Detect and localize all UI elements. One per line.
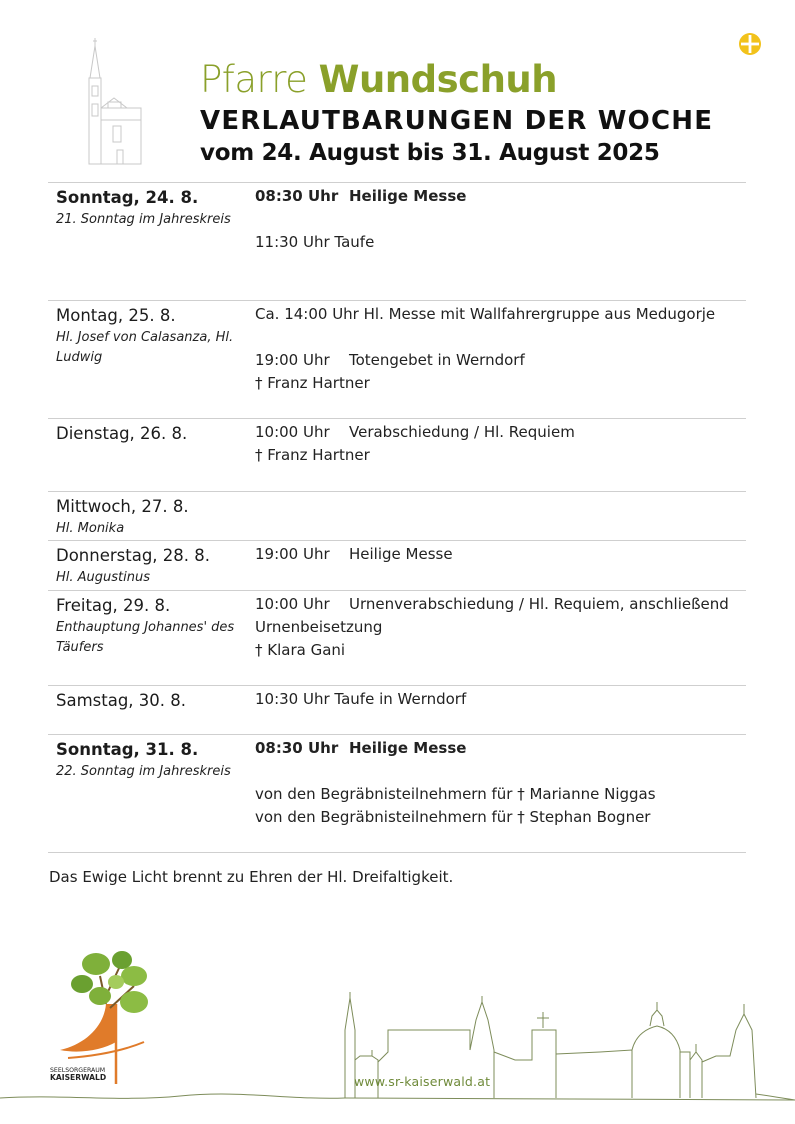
schedule-row-thursday-28 [48,540,746,590]
event-time: 08:30 Uhr [255,739,339,757]
town-skyline-icon [0,990,795,1110]
day-label: Dienstag, 26. 8. [56,424,188,443]
schedule-row-wednesday-27 [48,491,746,540]
weekly-schedule [48,182,746,853]
event-line: † Franz Hartner [255,374,370,392]
event-line: von den Begräbnisteilnehmern für † Marianne Niggas [255,785,656,803]
event-time: 08:30 Uhr [255,187,339,205]
feast-label: 21. Sonntag im Jahreskreis [56,212,231,227]
day-label: Mittwoch, 27. 8. [56,497,189,516]
day-label: Montag, 25. 8. [56,306,176,325]
schedule-row-sunday-31 [48,734,746,853]
eternal-light-note: Das Ewige Licht brennt zu Ehren der Hl. Dreifaltigkeit. [49,868,454,886]
schedule-row-tuesday-26 [48,418,746,491]
logo-text-line1: SEELSORGERAUM [50,1067,106,1074]
diocese-emblem-icon [738,32,762,56]
schedule-row-sunday-24 [48,182,746,300]
event-line: † Franz Hartner [255,446,370,464]
event-line: Urnenbeisetzung [255,618,383,636]
day-label: Sonntag, 24. 8. [56,188,199,207]
feast-label: Hl. Monika [56,521,125,536]
feast-label: 22. Sonntag im Jahreskreis [56,764,231,779]
event-line [255,593,746,616]
event-text: Totengebet in Werndorf [349,351,525,369]
event-line: † Klara Gani [255,641,346,659]
church-outline-icon [84,38,144,166]
event-line: 10:30 Uhr Taufe in Werndorf [255,690,467,708]
date-range: vom 24. August bis 31. August 2025 [200,140,660,166]
event-line: von den Begräbnisteilnehmern für † Stephan Bogner [255,808,651,826]
event-text: Urnenverabschiedung / Hl. Requiem, anschließend [349,595,729,613]
feast-label: Enthauptung Johannes' des Täufers [56,620,235,655]
event-text: Heilige Messe [349,739,467,757]
logo-text-line2: KAISERWALD [50,1073,107,1082]
event-text: Heilige Messe [349,545,453,563]
event-line [255,349,746,372]
event-time: 10:00 Uhr [255,595,330,613]
schedule-row-friday-29 [48,590,746,685]
day-label: Donnerstag, 28. 8. [56,546,211,565]
event-line [255,185,746,208]
schedule-row-saturday-30 [48,685,746,734]
event-line [255,737,746,760]
feast-label: Hl. Josef von Calasanza, Hl. Ludwig [56,330,234,365]
schedule-row-monday-25 [48,300,746,418]
parish-name-bold: Wundschuh [318,58,558,101]
day-label: Sonntag, 31. 8. [56,740,199,759]
event-line: 11:30 Uhr Taufe [255,233,375,251]
page-title: VERLAUTBARUNGEN DER WOCHE [200,106,714,136]
event-text: Verabschiedung / Hl. Requiem [349,423,575,441]
day-label: Freitag, 29. 8. [56,596,171,615]
event-time: 19:00 Uhr [255,545,330,563]
website-link[interactable]: www.sr-kaiserwald.at [354,1074,491,1089]
parish-name [200,58,713,102]
feast-label: Hl. Augustinus [56,570,151,585]
event-time: 10:00 Uhr [255,423,330,441]
parish-name-light: Pfarre [200,58,308,101]
event-line: Ca. 14:00 Uhr Hl. Messe mit Wallfahrergruppe aus Medugorje [255,305,716,323]
event-text: Heilige Messe [349,187,467,205]
event-time: 19:00 Uhr [255,351,330,369]
page-header [200,58,713,168]
event-line [255,543,746,566]
event-line [255,421,746,444]
day-label: Samstag, 30. 8. [56,691,187,710]
